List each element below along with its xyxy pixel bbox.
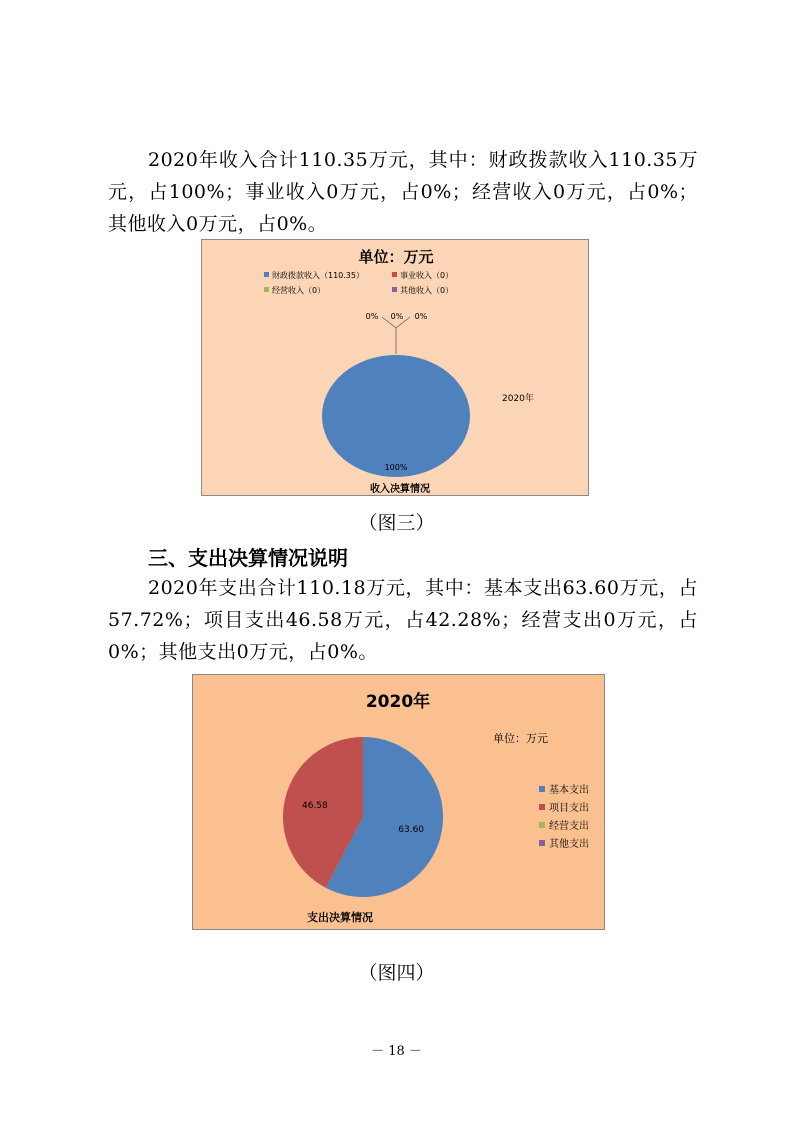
chart2-data-label: 46.58 [301,801,328,812]
chart2-legend-swatch [539,786,545,792]
chart1-legend-swatch [264,272,269,277]
chart1-data-label: 100% [384,463,408,472]
chart2-legend-label: 基本支出 [549,785,589,796]
chart2-legend-label: 经营支出 [549,821,589,832]
chart2-legend-swatch [539,822,545,828]
chart1-data-label: 0% [365,312,379,321]
chart1-data-label: 0% [390,312,404,321]
figure3-caption: （图三） [358,512,435,534]
expense-paragraph-text: 2020年支出合计110.18万元，其中：基本支出63.60万元，占57.72%；项目支出46.58万元，占42.28%；经营支出0万元，占0%；其他支出0万元，占0%。 [108,577,698,663]
chart2-axis-title: 支出决算情况 [307,911,373,924]
chart2-unit-label: 单位：万元 [493,732,548,745]
chart1-year-label: 2020年 [502,394,534,404]
income-paragraph [108,144,698,240]
figure4-caption: （图四） [358,962,435,984]
chart1-axis-title: 收入决算情况 [370,484,430,495]
chart1-legend-label: 其他收入（0） [400,286,454,295]
chart1-title: 单位：万元 [358,248,434,266]
page-number: － 18 － [371,1044,422,1059]
chart1-legend-label: 经营收入（0） [272,286,326,295]
income-paragraph-text: 2020年收入合计110.35万元，其中：财政拨款收入110.35万元，占100%；事业收入0万元，占0%；经营收入0万元，占0%；其他收入0万元，占0%。 [108,149,698,235]
chart1-slice [322,355,470,477]
chart1-legend-swatch [392,272,397,277]
chart1-legend-label: 财政拨款收入（110.35） [272,271,364,280]
income-chart [201,239,589,496]
chart2-legend-label: 其他支出 [549,839,589,850]
chart2-legend-swatch [539,804,545,810]
chart2-data-label: 63.60 [398,824,425,835]
chart1-legend-swatch [392,287,397,292]
chart2-title: 2020年 [365,692,431,712]
chart1-legend-label: 事业收入（0） [400,271,454,280]
chart1-legend-swatch [264,287,269,292]
expense-chart [192,674,605,930]
expense-pie-svg [193,675,605,930]
chart2-legend-swatch [539,840,545,846]
income-pie-svg [202,240,589,496]
chart1-data-label: 0% [414,312,428,321]
section-heading: 三、支出决算情况说明 [148,546,348,570]
chart1-leader-line [382,317,396,354]
expense-paragraph [108,572,698,668]
chart2-legend-label: 项目支出 [549,803,589,814]
